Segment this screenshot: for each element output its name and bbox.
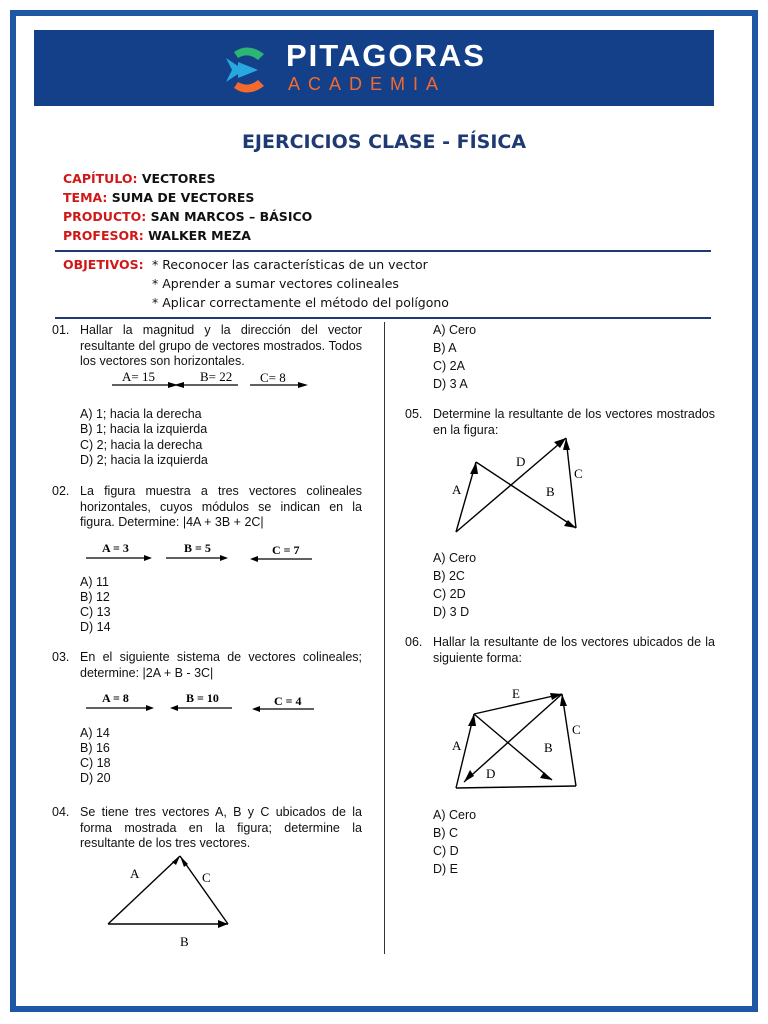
- q2-label-a: A = 3: [102, 541, 129, 555]
- q5-number: 05.: [405, 407, 423, 421]
- q3-label-b: B = 10: [186, 691, 219, 705]
- q6-label-c: C: [572, 722, 581, 737]
- q6-option-c[interactable]: C) D: [433, 844, 459, 858]
- objectives-label: OBJETIVOS:: [63, 257, 144, 272]
- q1-option-a[interactable]: A) 1; hacia la derecha: [80, 407, 202, 421]
- q1-figure: [110, 368, 320, 394]
- q6-option-d[interactable]: D) E: [433, 862, 458, 876]
- q5-label-a: A: [452, 482, 462, 497]
- q3-figure: [82, 688, 322, 714]
- q5-option-d[interactable]: D) 3 D: [433, 605, 470, 619]
- q2-text: La figura muestra a tres vectores colineales horizontales, cuyos módulos se indican en la figura. Determine: |4A + 3B + 2C|: [80, 484, 362, 529]
- q3-text: En el siguiente sistema de vectores colineales; determine: |2A + B - 3C|: [80, 650, 362, 680]
- q1-label-b: B= 22: [200, 369, 233, 384]
- q1-number: 01.: [52, 323, 70, 337]
- q4-label-c: C: [202, 870, 211, 885]
- q5-label-c: C: [574, 466, 583, 481]
- q2-figure: [82, 540, 322, 566]
- q6-option-a[interactable]: A) Cero: [433, 808, 477, 822]
- q5-option-a[interactable]: A) Cero: [433, 551, 477, 565]
- q3-option-b[interactable]: B) 16: [80, 741, 110, 755]
- brand-name: PITAGORAS: [286, 38, 486, 73]
- q2-option-c[interactable]: C) 13: [80, 605, 111, 619]
- objective-3: * Aplicar correctamente el método del polígono: [152, 295, 449, 310]
- q4-option-c[interactable]: C) 2A: [433, 359, 465, 373]
- q5-text: Determine la resultante de los vectores mostrados en la figura:: [433, 407, 715, 437]
- column-divider: [384, 322, 385, 954]
- q4-label-b: B: [180, 934, 189, 949]
- meta-chapter: CAPÍTULO: VECTORES: [63, 171, 216, 186]
- q1-label-a: A= 15: [122, 369, 155, 384]
- objective-1: * Reconocer las características de un vector: [152, 257, 428, 272]
- q1-option-d[interactable]: D) 2; hacia la izquierda: [80, 453, 208, 467]
- q3-option-d[interactable]: D) 20: [80, 771, 111, 785]
- q2-option-d[interactable]: D) 14: [80, 620, 111, 634]
- q5-figure: [440, 430, 600, 540]
- q6-figure: [440, 680, 600, 800]
- q3-label-c: C = 4: [274, 694, 302, 708]
- q2-number: 02.: [52, 484, 70, 498]
- q5-label-d: D: [516, 454, 526, 469]
- q6-option-b[interactable]: B) C: [433, 826, 458, 840]
- q6-label-d: D: [486, 766, 496, 781]
- q3-label-a: A = 8: [102, 691, 129, 705]
- q1-text: Hallar la magnitud y la dirección del vector resultante del grupo de vectores mostrados. Todos los vectores son horizontales.: [80, 323, 362, 368]
- objective-2: * Aprender a sumar vectores colineales: [152, 276, 399, 291]
- divider-bottom: [55, 317, 711, 319]
- q4-option-b[interactable]: B) A: [433, 341, 457, 355]
- logo-icon: [224, 44, 270, 96]
- q4-number: 04.: [52, 805, 70, 819]
- q6-number: 06.: [405, 635, 423, 649]
- q1-option-c[interactable]: C) 2; hacia la derecha: [80, 438, 203, 452]
- q6-label-b: B: [544, 740, 553, 755]
- q1-label-c: C= 8: [260, 370, 286, 385]
- q6-label-a: A: [452, 738, 462, 753]
- brand-sub: ACADEMIA: [288, 74, 447, 94]
- q5-option-b[interactable]: B) 2C: [433, 569, 465, 583]
- q6-label-e: E: [512, 686, 520, 701]
- q4-figure: [100, 850, 250, 950]
- q2-option-a[interactable]: A) 11: [80, 575, 109, 589]
- q4-text: Se tiene tres vectores A, B y C ubicados de la forma mostrada en la figura; determine la resultante de los tres vectores.: [80, 805, 362, 850]
- q4-label-a: A: [130, 866, 140, 881]
- q3-option-c[interactable]: C) 18: [80, 756, 111, 770]
- divider-top: [55, 250, 711, 252]
- page-title: EJERCICIOS CLASE - FÍSICA: [241, 131, 527, 153]
- q3-option-a[interactable]: A) 14: [80, 726, 110, 740]
- q3-number: 03.: [52, 650, 70, 664]
- q5-label-b: B: [546, 484, 555, 499]
- q1-option-b[interactable]: B) 1; hacia la izquierda: [80, 422, 208, 436]
- q4-option-a[interactable]: A) Cero: [433, 323, 477, 337]
- q6-text: Hallar la resultante de los vectores ubicados de la siguiente forma:: [433, 635, 715, 665]
- q2-option-b[interactable]: B) 12: [80, 590, 110, 604]
- meta-product: PRODUCTO: SAN MARCOS – BÁSICO: [63, 209, 313, 224]
- meta-teacher: PROFESOR: WALKER MEZA: [63, 228, 251, 243]
- meta-topic: TEMA: SUMA DE VECTORES: [63, 190, 255, 205]
- q5-option-c[interactable]: C) 2D: [433, 587, 466, 601]
- q2-label-b: B = 5: [184, 541, 211, 555]
- q4-option-d[interactable]: D) 3 A: [433, 377, 468, 391]
- q2-label-c: C = 7: [272, 543, 300, 557]
